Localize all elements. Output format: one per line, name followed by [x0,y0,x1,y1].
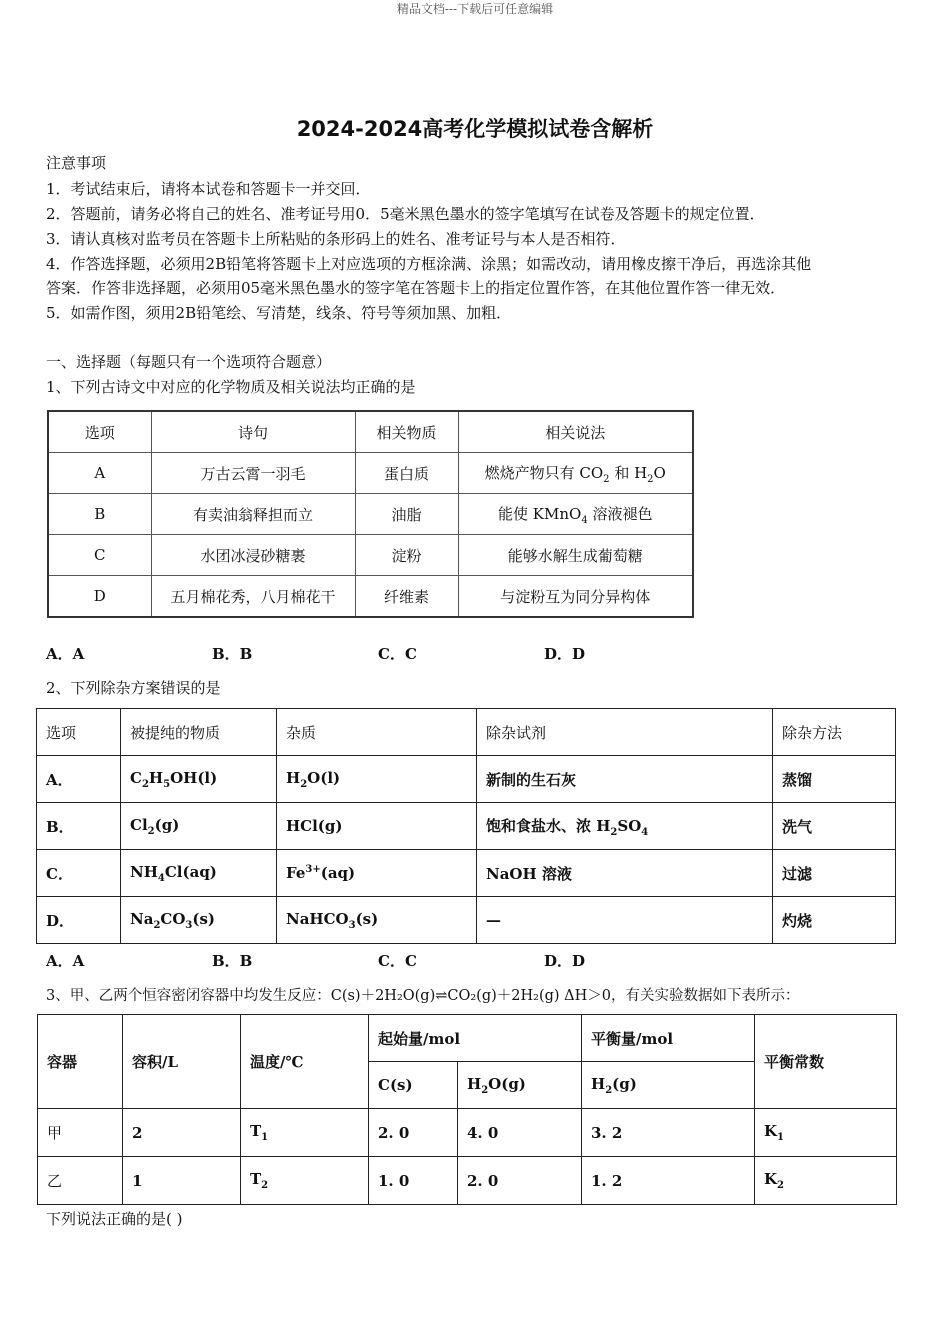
q3-table [37,1014,897,1205]
option-cell: C． [37,850,121,897]
header-cell: 平衡量/mol [582,1015,755,1062]
option-cell: D． [37,897,121,944]
header-cell: C(s) [369,1062,458,1109]
answer-option[interactable]: B．B [212,645,253,663]
poem-cell: 五月棉花秀，八月棉花干 [151,576,355,618]
notice-line: 2．答题前，请务必将自己的姓名、准考证号用0．5毫米黑色墨水的签字笔填写在试卷及答题卡的规定位置． [46,205,765,223]
value-cell: 3. 2 [582,1109,755,1157]
q3-prompt: 下列说法正确的是( ) [46,1210,183,1228]
header-cell: 起始量/mol [369,1015,582,1062]
volume-cell: 1 [123,1157,241,1205]
answer-option[interactable]: D．D [544,645,586,663]
answer-option[interactable]: C．C [378,645,417,663]
poem-cell: 万古云霄一羽毛 [151,453,355,494]
section-heading: 一、选择题（每题只有一个选项符合题意） [46,353,332,371]
table-row [37,897,896,944]
value-cell: 2. 0 [369,1109,458,1157]
substance-cell: $Cl_2(g)$ [121,803,277,850]
header-cell: 杂质 [277,709,477,756]
header-cell: 选项 [37,709,121,756]
substance-cell: $C_2H_5OH(l)$ [121,756,277,803]
notice-heading: 注意事项 [46,154,107,172]
q1-table [47,410,694,618]
impurity-cell: HCl(g) [277,803,477,850]
method-cell: 灼烧 [773,897,896,944]
volume-cell: 2 [123,1109,241,1157]
substance-cell: 蛋白质 [355,453,458,494]
substance-cell: 纤维素 [355,576,458,618]
value-cell: 1. 2 [582,1157,755,1205]
q3-stem: 3、甲、乙两个恒容密闭容器中均发生反应：C(s)＋2H₂O(g)⇌CO₂(g)＋2H₂(g) ΔH＞0，有关实验数据如下表所示： [46,988,800,1004]
option-cell: B [48,494,151,535]
option-cell: C [48,535,151,576]
answer-option[interactable]: A．A [46,645,85,663]
substance-cell: $Na_2CO_3(s)$ [121,897,277,944]
answer-option[interactable]: D．D [544,952,586,970]
method-cell: 洗气 [773,803,896,850]
reagent-cell: — [477,897,773,944]
q1-options [46,643,710,664]
answer-option[interactable]: A．A [46,952,85,970]
header-cell: 被提纯的物质 [121,709,277,756]
value-cell: 4. 0 [458,1109,582,1157]
answer-option[interactable]: B．B [212,952,253,970]
notice-line: 5．如需作图，须用2B铅笔绘、写清楚，线条、符号等须加黑、加粗． [46,304,512,322]
notice-line: 答案．作答非选择题，必须用05毫米黑色墨水的签字笔在答题卡上的指定位置作答，在其他位置作答一律无效． [46,279,786,297]
header-cell: 容器 [38,1015,123,1109]
poem-cell: 水团冰浸砂糖裹 [151,535,355,576]
table-row [48,576,693,618]
header-cell: 除杂试剂 [477,709,773,756]
note-cell: 能使 KMnO$_4$ 溶液褪色 [458,494,693,535]
header-note: 精品文档---下载后可任意编辑 [396,2,554,16]
impurity-cell: $Fe^{3+}(aq)$ [277,850,477,897]
impurity-cell: NaHCO$_3$(s) [277,897,477,944]
page-title: 2024-2024高考化学模拟试卷含解析 [296,117,654,141]
notice-line: 3．请认真核对监考员在答题卡上所粘贴的条形码上的姓名、准考证号与本人是否相符． [46,230,626,248]
table-row [38,1157,897,1205]
temp-cell: $T_1$ [241,1109,369,1157]
header-cell: 容积/L [123,1015,241,1109]
note-cell: 能够水解生成葡萄糖 [458,535,693,576]
k-cell: $K_2$ [755,1157,897,1205]
notice-line: 4．作答选择题，必须用2B铅笔将答题卡上对应选项的方框涂满、涂黑；如需改动，请用橡皮擦干净后，再选涂其他 [46,255,812,273]
table-row [37,803,896,850]
q2-table [36,708,896,944]
header-cell: 相关物质 [355,411,458,453]
reagent-cell: 饱和食盐水、浓 $H_2SO_4$ [477,803,773,850]
table-header-row [48,411,693,453]
table-row [48,494,693,535]
substance-cell: 油脂 [355,494,458,535]
q2-stem: 2、下列除杂方案错误的是 [46,679,221,697]
header-cell: 诗句 [151,411,355,453]
table-row [37,756,896,803]
header-cell: 温度/℃ [241,1015,369,1109]
header-cell: 相关说法 [458,411,693,453]
value-cell: 2. 0 [458,1157,582,1205]
table-row [48,535,693,576]
container-cell: 甲 [38,1109,123,1157]
substance-cell: 淀粉 [355,535,458,576]
container-cell: 乙 [38,1157,123,1205]
method-cell: 蒸馏 [773,756,896,803]
option-cell: A． [37,756,121,803]
table-header-row [38,1015,897,1062]
option-cell: B． [37,803,121,850]
header-cell: 平衡常数 [755,1015,897,1109]
k-cell: $K_1$ [755,1109,897,1157]
value-cell: 1. 0 [369,1157,458,1205]
reagent-cell: 新制的生石灰 [477,756,773,803]
header-cell: $H_2(g)$ [582,1062,755,1109]
substance-cell: $NH_4Cl(aq)$ [121,850,277,897]
table-header-row [37,709,896,756]
header-cell: $H_2O(g)$ [458,1062,582,1109]
table-row [48,453,693,494]
table-row [38,1109,897,1157]
reagent-cell: NaOH 溶液 [477,850,773,897]
q2-options [46,950,710,971]
poem-cell: 有卖油翁释担而立 [151,494,355,535]
note-cell: 与淀粉互为同分异构体 [458,576,693,618]
q1-stem: 1、下列古诗文中对应的化学物质及相关说法均正确的是 [46,378,416,396]
header-cell: 除杂方法 [773,709,896,756]
answer-option[interactable]: C．C [378,952,417,970]
temp-cell: $T_2$ [241,1157,369,1205]
impurity-cell: $H_2O(l)$ [277,756,477,803]
option-cell: D [48,576,151,618]
method-cell: 过滤 [773,850,896,897]
note-cell: 燃烧产物只有 $CO_2$ 和 $H_2O$ [458,453,693,494]
header-cell: 选项 [48,411,151,453]
table-row [37,850,896,897]
option-cell: A [48,453,151,494]
notice-line: 1．考试结束后，请将本试卷和答题卡一并交回． [46,180,371,198]
